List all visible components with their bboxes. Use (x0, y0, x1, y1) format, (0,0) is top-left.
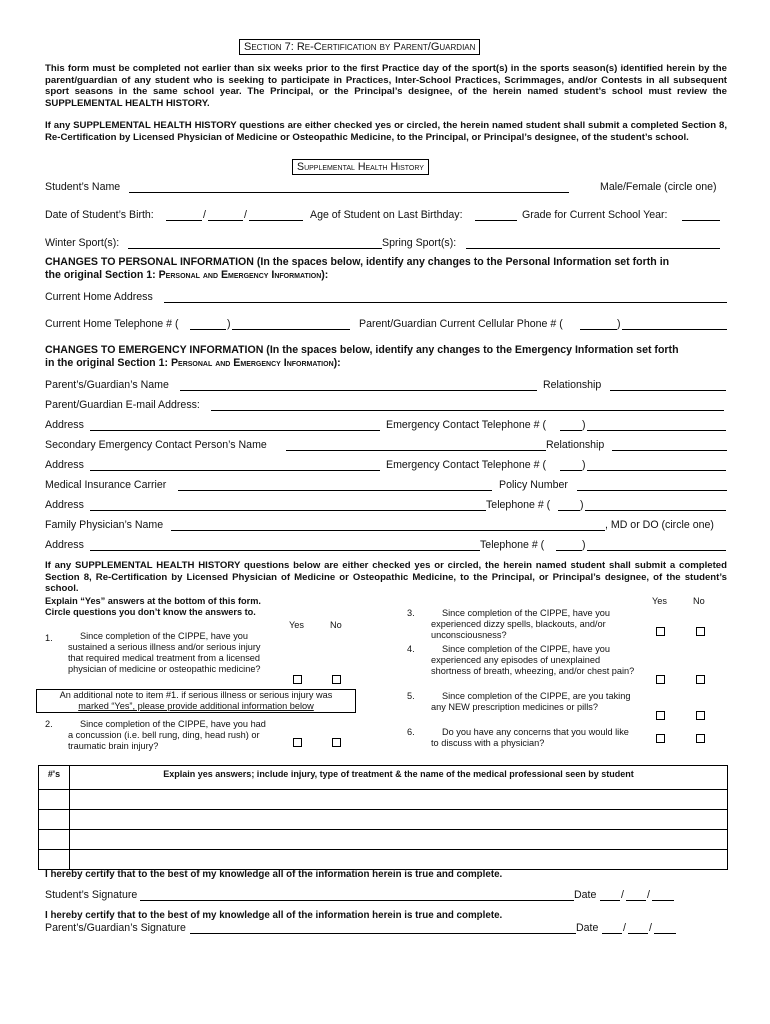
q4-number: 4. (407, 644, 415, 654)
personal-header-line1: CHANGES TO PERSONAL INFORMATION (In the spaces below, identify any changes to the Personal Information set forth in (45, 256, 670, 268)
ec-phone-area-2[interactable] (560, 459, 582, 471)
dob-slash: / (203, 209, 206, 221)
q1-number: 1. (45, 633, 53, 643)
yes-header-left: Yes (289, 620, 304, 630)
table-row (39, 810, 728, 830)
student-date-month[interactable] (600, 889, 620, 901)
winter-sports-label: Winter Sport(s): (45, 237, 120, 249)
home-phone-label: Current Home Telephone # ( (45, 318, 179, 330)
student-date-day[interactable] (626, 889, 646, 901)
address-field-4[interactable] (90, 539, 480, 551)
students-name-label: Student’s Name (45, 181, 121, 193)
relationship-field-2[interactable] (612, 439, 727, 451)
parent-date-month[interactable] (602, 922, 622, 934)
table-header-row (39, 766, 728, 790)
emergency-header-line2: in the original Section 1: (45, 357, 171, 369)
telephone-area-2[interactable] (556, 539, 582, 551)
policy-label: Policy Number (499, 479, 568, 491)
telephone-label-1: Telephone # ( (486, 499, 551, 511)
students-name-field[interactable] (129, 181, 569, 193)
physician-label: Family Physician’s Name (45, 519, 164, 531)
q1-no-checkbox[interactable] (332, 675, 341, 684)
student-signature-label: Student’s Signature (45, 889, 138, 901)
table-row (39, 850, 728, 870)
insurance-label: Medical Insurance Carrier (45, 479, 167, 491)
section-title-text: : Re-Certification by Parent/Guardian (290, 41, 476, 53)
explain-note-line1: Explain “Yes” answers at the bottom of this form. (45, 596, 261, 606)
q6-number: 6. (407, 727, 415, 737)
q3-text: Since completion of the CIPPE, have you experienced dizzy spells, blackouts, and/or unconsciousness? (431, 608, 611, 640)
dob-label: Date of Student’s Birth: (45, 209, 154, 221)
telephone-field-2[interactable] (587, 539, 726, 551)
table-cell-explain[interactable] (70, 830, 728, 850)
ec-phone-field-1[interactable] (587, 419, 726, 431)
physician-field[interactable] (171, 519, 605, 531)
emergency-header-section: Personal and Emergency Information (170, 357, 334, 369)
relationship-label-2: Relationship (546, 439, 605, 451)
address-label-2: Address (45, 459, 84, 471)
age-label: Age of Student on Last Birthday: (310, 209, 463, 221)
cell-phone-field[interactable] (622, 318, 727, 330)
dob-month-field[interactable] (166, 209, 202, 221)
emergency-header-end: ): (333, 357, 341, 369)
spring-sports-label: Spring Sport(s): (382, 237, 457, 249)
table-cell-explain[interactable] (70, 810, 728, 830)
emergency-header-line1: CHANGES TO EMERGENCY INFORMATION (In the spaces below, identify any changes to the Emergency Information set forth (45, 344, 679, 356)
cell-phone-area-field[interactable] (580, 318, 617, 330)
ec-phone-label-2: Emergency Contact Telephone # ( (386, 459, 546, 471)
address-field-1[interactable] (90, 419, 380, 431)
table-header-num: #'s (39, 766, 70, 790)
home-phone-area-field[interactable] (190, 318, 226, 330)
parent-date-day[interactable] (628, 922, 648, 934)
emergency-info-header (45, 344, 735, 370)
relationship-field[interactable] (610, 379, 726, 391)
table-cell-explain[interactable] (70, 850, 728, 870)
yes-header-right: Yes (652, 596, 667, 606)
student-certify-text: I hereby certify that to the best of my knowledge all of the information herein is true and complete. (45, 869, 503, 880)
relationship-label: Relationship (543, 379, 602, 391)
telephone-label-2: Telephone # ( (480, 539, 545, 551)
q4-yes-checkbox[interactable] (656, 675, 665, 684)
q1-text: Since completion of the CIPPE, have you sustained a serious illness and/or serious injury that required medical treatment from a licensed physician of medicine or osteopathic medicine? (68, 631, 261, 674)
email-field[interactable] (211, 399, 724, 411)
cell-phone-paren: ) (617, 318, 621, 330)
explain-note-line2: Circle questions you don’t know the answers to. (45, 607, 256, 617)
student-date-year[interactable] (652, 889, 674, 901)
table-cell-explain[interactable] (70, 790, 728, 810)
address-label-1: Address (45, 419, 84, 431)
student-date-label: Date (574, 889, 597, 901)
male-female-label: Male/Female (circle one) (600, 181, 717, 193)
no-header-right: No (693, 596, 705, 606)
table-cell-num[interactable] (39, 830, 70, 850)
home-phone-paren: ) (227, 318, 231, 330)
explain-note (45, 596, 261, 618)
q3-no-checkbox[interactable] (696, 627, 705, 636)
address-field-2[interactable] (90, 459, 380, 471)
home-address-field[interactable] (164, 291, 727, 303)
home-phone-field[interactable] (232, 318, 350, 330)
parent-date-label: Date (576, 922, 599, 934)
q2-yes-checkbox[interactable] (293, 738, 302, 747)
personal-header-section: Personal and Emergency Information (158, 269, 322, 281)
parent-signature-field[interactable] (190, 922, 576, 934)
table-cell-num[interactable] (39, 810, 70, 830)
ec-phone-paren-1: ) (582, 419, 586, 431)
q1-note-line2: marked “Yes”, please provide additional information below (78, 701, 314, 711)
q6-no-checkbox[interactable] (696, 734, 705, 743)
dob-day-field[interactable] (208, 209, 243, 221)
address-field-3[interactable] (90, 499, 486, 511)
telephone-paren-1: ) (580, 499, 584, 511)
secondary-contact-field[interactable] (286, 439, 546, 451)
q5-no-checkbox[interactable] (696, 711, 705, 720)
table-header-explain: Explain yes answers; include injury, type of treatment & the name of the medical professional seen by student (70, 766, 728, 790)
ec-phone-field-2[interactable] (587, 459, 726, 471)
table-row (39, 830, 728, 850)
q1-yes-checkbox[interactable] (293, 675, 302, 684)
q2-no-checkbox[interactable] (332, 738, 341, 747)
second-paragraph: If any SUPPLEMENTAL HEALTH HISTORY questions are either checked yes or circled, the herein named student shall submit a completed Section 8, Re-Certification by Licensed Physician of Medicine or Osteopathic Medicine, to the Principal, or Principal’s designee, of the student’s school. (45, 120, 727, 143)
personal-header-line2: the original Section 1: (45, 269, 159, 281)
parent-signature-label: Parent’s/Guardian’s Signature (45, 922, 186, 934)
parent-certify-text: I hereby certify that to the best of my knowledge all of the information herein is true and complete. (45, 910, 503, 921)
ec-phone-paren-2: ) (582, 459, 586, 471)
telephone-area-1[interactable] (558, 499, 580, 511)
q4-text: Since completion of the CIPPE, have you experienced any episodes of unexplained shortness of breath, wheezing, and/or chest pain? (431, 644, 635, 676)
supplemental-title: Supplemental Health History (292, 159, 429, 175)
third-paragraph: If any SUPPLEMENTAL HEALTH HISTORY questions below are either checked yes or circled, the herein named student shall submit a completed Section 8, Re-Certification by Licensed Physician of Medicine or Osteopathic Medicine, to the Principal, or Principal’s designee, of the student’s school. (45, 560, 727, 595)
q6-yes-checkbox[interactable] (656, 734, 665, 743)
q3-number: 3. (407, 608, 415, 618)
parent-name-label: Parent’s/Guardian’s Name (45, 379, 169, 391)
dob-slash-2: / (244, 209, 247, 221)
q2-number: 2. (45, 719, 53, 729)
intro-paragraph: This form must be completed not earlier than six weeks prior to the first Practice day of the sport(s) in the sports season(s) identified herein by the parent/guardian of any student who is seeking to participate in Practices, Inter-School Practices, Scrimmages, and/or Contests in all subsequent sport seasons in the same school year. The Principal, or the Principal’s designee, of the herein named student’s school must review the SUPPLEMENTAL HEALTH HISTORY. (45, 63, 727, 109)
q5-yes-checkbox[interactable] (656, 711, 665, 720)
parent-date-slash-2: / (649, 922, 652, 934)
q5-number: 5. (407, 691, 415, 701)
policy-field[interactable] (577, 479, 727, 491)
q2-text: Since completion of the CIPPE, have you had a concussion (i.e. bell rung, ding, head rush) or traumatic brain injury? (68, 719, 266, 751)
winter-sports-field[interactable] (128, 237, 382, 249)
parent-name-field[interactable] (180, 379, 537, 391)
student-signature-field[interactable] (140, 889, 574, 901)
personal-header-end: ): (321, 269, 329, 281)
student-date-slash: / (621, 889, 624, 901)
grade-field[interactable] (682, 209, 720, 221)
telephone-field-1[interactable] (585, 499, 726, 511)
q4-no-checkbox[interactable] (696, 675, 705, 684)
ec-phone-label-1: Emergency Contact Telephone # ( (386, 419, 546, 431)
q1-additional-note (36, 689, 356, 713)
email-label: Parent/Guardian E-mail Address: (45, 399, 200, 411)
no-header-left: No (330, 620, 342, 630)
cell-phone-label: Parent/Guardian Current Cellular Phone # ( (359, 318, 563, 330)
table-row (39, 790, 728, 810)
address-label-3: Address (45, 499, 84, 511)
grade-label: Grade for Current School Year: (522, 209, 668, 221)
telephone-paren-2: ) (582, 539, 586, 551)
secondary-contact-label: Secondary Emergency Contact Person’s Name (45, 439, 267, 451)
q3-yes-checkbox[interactable] (656, 627, 665, 636)
table-cell-num[interactable] (39, 850, 70, 870)
address-label-4: Address (45, 539, 84, 551)
age-field[interactable] (475, 209, 517, 221)
section-title-number: Section 7 (244, 41, 291, 53)
ec-phone-area-1[interactable] (560, 419, 582, 431)
personal-info-header (45, 256, 735, 282)
section-title (239, 39, 480, 55)
table-cell-num[interactable] (39, 790, 70, 810)
q1-note-line1: An additional note to item #1. if serious illness or serious injury was (59, 690, 333, 700)
q5-text: Since completion of the CIPPE, are you taking any NEW prescription medicines or pills? (431, 691, 631, 712)
insurance-field[interactable] (178, 479, 492, 491)
md-do-label: , MD or DO (circle one) (605, 519, 714, 531)
q6-text: Do you have any concerns that you would like to discuss with a physician? (431, 727, 629, 748)
explanation-table (38, 765, 728, 870)
student-date-slash-2: / (647, 889, 650, 901)
parent-date-year[interactable] (654, 922, 676, 934)
parent-date-slash: / (623, 922, 626, 934)
dob-year-field[interactable] (249, 209, 303, 221)
home-address-label: Current Home Address (45, 291, 153, 303)
spring-sports-field[interactable] (466, 237, 720, 249)
